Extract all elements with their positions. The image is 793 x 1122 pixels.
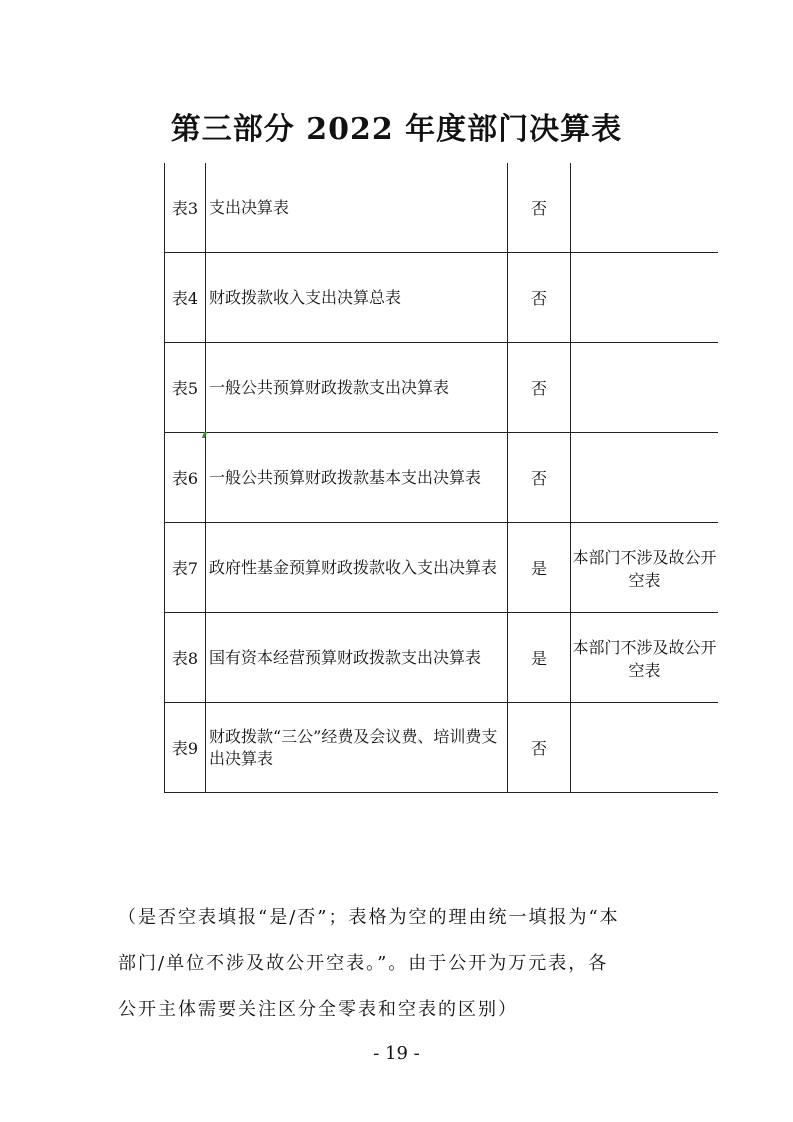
table-number: 表7: [165, 523, 206, 613]
table-name: 支出决算表: [206, 163, 508, 253]
footnote-line: （是否空表填报“是/否”；表格为空的理由统一填报为“本: [118, 907, 620, 928]
empty-reason: 本部门不涉及故公开空表: [571, 613, 719, 703]
empty-reason: [571, 433, 719, 523]
footnote: [118, 895, 688, 1033]
is-empty-flag: 否: [508, 703, 571, 793]
is-empty-flag: 否: [508, 163, 571, 253]
table-name: 一般公共预算财政拨款支出决算表: [206, 343, 508, 433]
table-number: 表4: [165, 253, 206, 343]
table-name: 一般公共预算财政拨款基本支出决算表: [206, 433, 508, 523]
table-name: 国有资本经营预算财政拨款支出决算表: [206, 613, 508, 703]
table-row: [165, 343, 719, 433]
table-row: [165, 703, 719, 793]
is-empty-flag: 否: [508, 343, 571, 433]
table-name: 财政拨款“三公”经费及会议费、培训费支出决算表: [206, 703, 508, 793]
is-empty-flag: 是: [508, 523, 571, 613]
table-row: [165, 523, 719, 613]
is-empty-flag: 否: [508, 433, 571, 523]
table-row: [165, 163, 719, 253]
table-name: 财政拨款收入支出决算总表: [206, 253, 508, 343]
empty-reason: [571, 163, 719, 253]
empty-reason: [571, 343, 719, 433]
table-name: 政府性基金预算财政拨款收入支出决算表: [206, 523, 508, 613]
table-number: 表8: [165, 613, 206, 703]
table-row: [165, 433, 719, 523]
page-title: 第三部分 2022 年度部门决算表: [170, 112, 623, 147]
table-number: 表3: [165, 163, 206, 253]
table-number: 表9: [165, 703, 206, 793]
table-row: [165, 253, 719, 343]
empty-reason: 本部门不涉及故公开空表: [571, 523, 719, 613]
report-table: [164, 163, 718, 793]
table-number: 表6: [165, 433, 206, 523]
table-row: [165, 613, 719, 703]
table-number: 表5: [165, 343, 206, 433]
footnote-line: 公开主体需要关注区分全零表和空表的区别）: [118, 999, 518, 1020]
empty-reason: [571, 253, 719, 343]
is-empty-flag: 是: [508, 613, 571, 703]
empty-reason: [571, 703, 719, 793]
page-number: - 19 -: [373, 1043, 420, 1064]
footnote-line: 部门/单位不涉及故公开空表。”。由于公开为万元表，各: [118, 953, 609, 974]
is-empty-flag: 否: [508, 253, 571, 343]
